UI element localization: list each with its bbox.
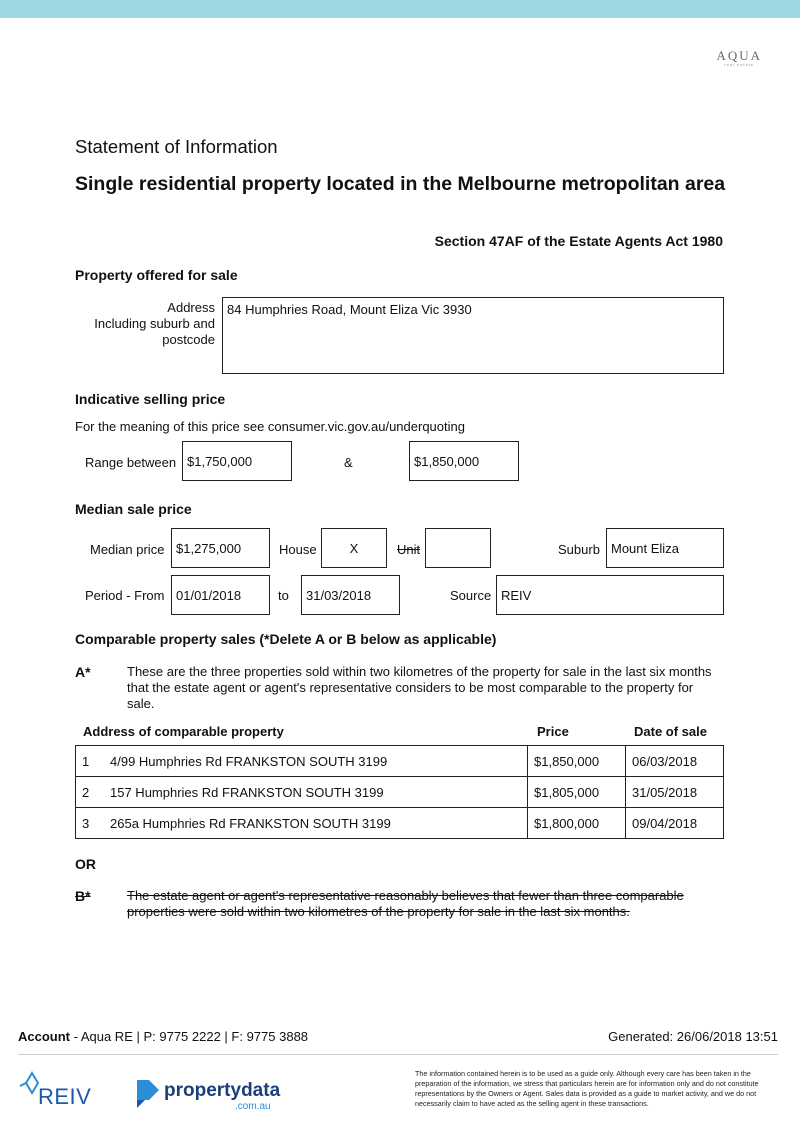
col-header-price: Price [537, 724, 569, 739]
option-b-text: The estate agent or agent's representative reasonably believes that fewer than three comparable properties were sold within two kilometres of the property for sale in the last six months. [127, 888, 684, 919]
generated-timestamp: Generated: 26/06/2018 13:51 [608, 1029, 778, 1044]
unit-checkbox[interactable] [425, 528, 491, 568]
address-cell: 3 265a Humphries Rd FRANKSTON SOUTH 3199 [76, 808, 528, 839]
comparable-sales-table [75, 745, 724, 839]
suburb-label: Suburb [558, 542, 600, 557]
ampersand-label: & [344, 455, 353, 470]
period-from-label: Period - From [85, 588, 165, 603]
price-cell: $1,805,000 [528, 777, 626, 808]
col-header-address: Address of comparable property [83, 724, 284, 739]
reiv-logo: REIV [18, 1070, 98, 1112]
period-to-field[interactable]: 31/03/2018 [301, 575, 400, 615]
option-b-marker: B* [75, 888, 91, 904]
period-to-label: to [278, 588, 289, 603]
table-row [76, 746, 724, 777]
median-price-label: Median price [90, 542, 165, 557]
statement-heading: Statement of Information [75, 136, 278, 157]
date-cell: 06/03/2018 [626, 746, 724, 777]
document-title: Single residential property located in the Melbourne metropolitan area [75, 173, 726, 195]
price-low-field[interactable]: $1,750,000 [182, 441, 292, 481]
or-label: OR [75, 856, 96, 872]
property-section-title: Property offered for sale [75, 267, 238, 283]
aqua-logo: AQUA real estate [716, 48, 762, 67]
median-section-title: Median sale price [75, 501, 192, 517]
table-row [76, 808, 724, 839]
price-high-field[interactable]: $1,850,000 [409, 441, 519, 481]
col-header-date: Date of sale [634, 724, 707, 739]
median-price-field[interactable]: $1,275,000 [171, 528, 270, 568]
unit-label: Unit [397, 542, 421, 557]
house-label: House [279, 542, 317, 557]
date-cell: 09/04/2018 [626, 808, 724, 839]
address-cell: 2 157 Humphries Rd FRANKSTON SOUTH 3199 [76, 777, 528, 808]
comparable-section-title: Comparable property sales (*Delete A or B below as applicable) [75, 631, 497, 647]
suburb-field[interactable]: Mount Eliza [606, 528, 724, 568]
period-from-field[interactable]: 01/01/2018 [171, 575, 270, 615]
act-section-heading: Section 47AF of the Estate Agents Act 1980 [434, 233, 723, 249]
option-a-marker: A* [75, 664, 91, 680]
footer-divider [18, 1054, 778, 1055]
date-cell: 31/05/2018 [626, 777, 724, 808]
source-label: Source [450, 588, 492, 603]
address-label: Address Including suburb and postcode [94, 300, 215, 347]
source-field[interactable]: REIV [496, 575, 724, 615]
option-a-text: These are the three properties sold within two kilometres of the property for sale in the last six months that the estate agent or agent's representative considers to be most comparable to the property for sale. [127, 664, 712, 711]
address-field[interactable]: 84 Humphries Road, Mount Eliza Vic 3930 [222, 297, 724, 374]
price-cell: $1,800,000 [528, 808, 626, 839]
table-row [76, 777, 724, 808]
address-cell: 1 4/99 Humphries Rd FRANKSTON SOUTH 3199 [76, 746, 528, 777]
range-label: Range between [85, 455, 177, 470]
disclaimer-text: The information contained herein is to be used as a guide only. Although every care has been taken in the preparation of the information, we stress that particulars herein are for information only and do not constitute representations by the Owners or Agent. Sales data is provided as a guide to market activity, and we do not necessarily claim to have acted as the selling agent in these transactions. [415, 1069, 759, 1108]
indicative-section-title: Indicative selling price [75, 391, 226, 407]
house-checkbox[interactable]: X [321, 528, 387, 568]
account-info: Account - Aqua RE | P: 9775 2222 | F: 9775 3888 [18, 1029, 309, 1044]
top-color-bar [0, 0, 800, 18]
underquoting-note: For the meaning of this price see consumer.vic.gov.au/underquoting [75, 419, 465, 434]
propertydata-logo: propertydata .com.au [135, 1074, 285, 1114]
price-cell: $1,850,000 [528, 746, 626, 777]
